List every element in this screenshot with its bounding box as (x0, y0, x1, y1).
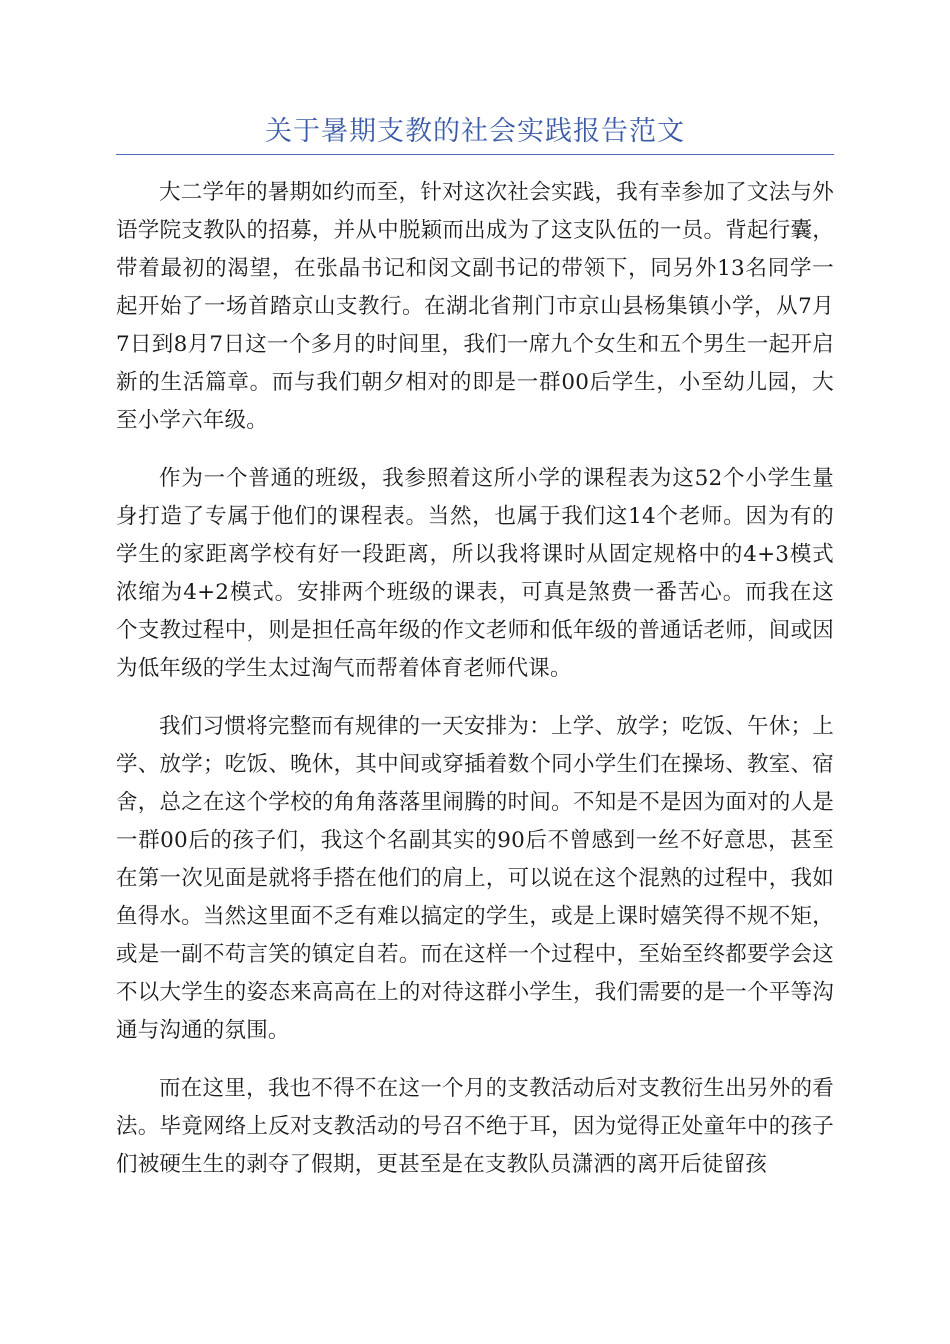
title-underline (116, 154, 834, 155)
document-title: 关于暑期支教的社会实践报告范文 (265, 116, 685, 147)
paragraph-3: 我们习惯将完整而有规律的一天安排为：上学、放学；吃饭、午休；上学、放学；吃饭、晚休，其中间或穿插着数个同小学生们在操场、教室、宿舍，总之在这个学校的角角落落里闹腾的时间。不知是不是因为面对的人是一群00后的孩子们，我这个名副其实的90后不曾感到一丝不好意思，甚至在第一次见面是就将手搭在他们的肩上，可以说在这个混熟的过程中，我如鱼得水。当然这里面不乏有难以搞定的学生，或是上课时嬉笑得不规不矩，或是一副不苟言笑的镇定自若。而在这样一个过程中，至始至终都要学会这不以大学生的姿态来高高在上的对待这群小学生，我们需要的是一个平等沟通与沟通的氛围。 (116, 714, 834, 1043)
paragraph-1: 大二学年的暑期如约而至，针对这次社会实践，我有幸参加了文法与外语学院支教队的招募，并从中脱颖而出成为了这支队伍的一员。背起行囊，带着最初的渴望，在张晶书记和闵文副书记的带领下，同另外13名同学一起开始了一场首踏京山支教行。在湖北省荆门市京山县杨集镇小学，从7月7日到8月7日这一个多月的时间里，我们一席九个女生和五个男生一起开启新的生活篇章。而与我们朝夕相对的即是一群00后学生，小至幼儿园，大至小学六年级。 (116, 180, 834, 433)
paragraph-4: 而在这里，我也不得不在这一个月的支教活动后对支教衍生出另外的看法。毕竟网络上反对支教活动的号召不绝于耳，因为觉得正处童年中的孩子们被硬生生的剥夺了假期，更甚至是在支教队员潇洒的离开后徒留孩 (116, 1076, 834, 1177)
paragraph-2: 作为一个普通的班级，我参照着这所小学的课程表为这52个小学生量身打造了专属于他们的课程表。当然，也属于我们这14个老师。因为有的学生的家距离学校有好一段距离，所以我将课时从固定规格中的4+3模式浓缩为4+2模式。安排两个班级的课表，可真是煞费一番苦心。而我在这个支教过程中，则是担任高年级的作文老师和低年级的普通话老师，间或因为低年级的学生太过淘气而帮着体育老师代课。 (116, 466, 834, 681)
document-body (116, 174, 834, 1204)
